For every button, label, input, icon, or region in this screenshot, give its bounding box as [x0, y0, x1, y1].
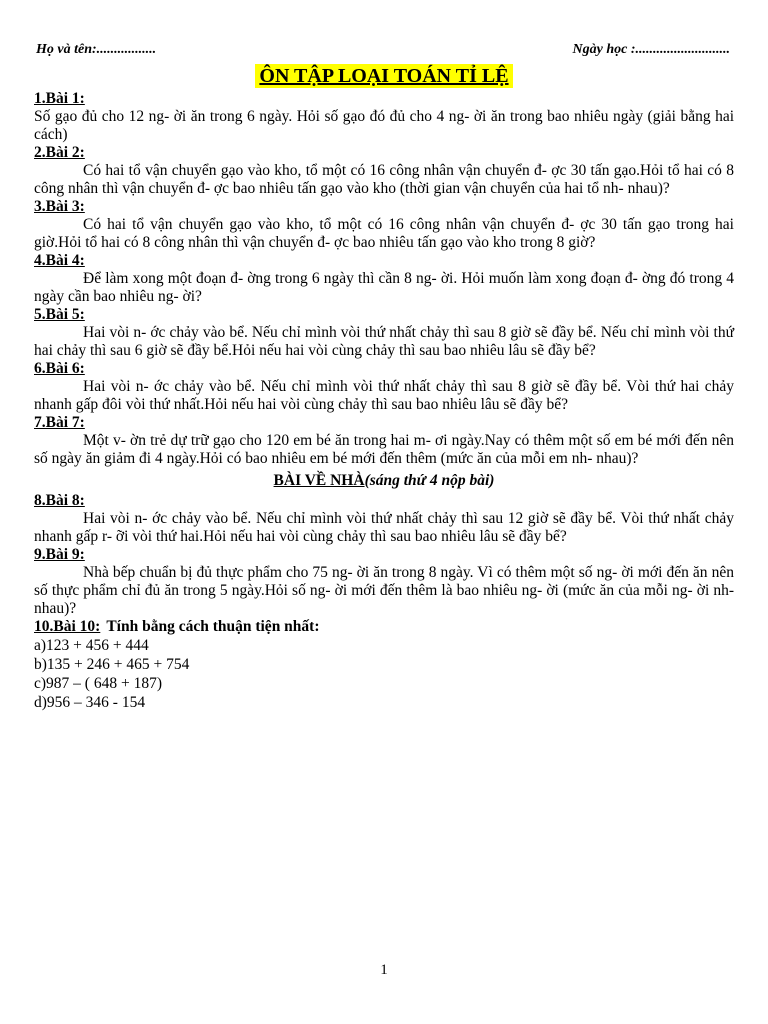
exercise-2	[34, 144, 734, 198]
exercise-10-heading	[34, 618, 734, 636]
exercise-label: 7.Bài 7:	[34, 414, 85, 431]
exercise-label: 8.Bài 8:	[34, 492, 85, 509]
exercise-1	[34, 90, 734, 144]
exercise-text: Để làm xong một đoạn đ- ờng trong 6 ngày thì cần 8 ng- ời. Hỏi muốn làm xong đoạn đ- ờng đó trong 4 ngày cần bao nhiêu ng- ời?	[34, 270, 734, 305]
homework-heading	[34, 472, 734, 490]
exercise-label: 6.Bài 6:	[34, 360, 85, 377]
exercise-label: 2.Bài 2:	[34, 144, 85, 161]
exercise-text: Hai vòi n- ớc chảy vào bể. Nếu chỉ mình vòi thứ nhất chảy thì sau 12 giờ sẽ đầy bể. Vòi thứ nhất chảy nhanh gấp r- ỡi vòi thứ hai.Hỏi nếu hai vòi cùng chảy thì sau bao nhiêu lâu sẽ đầy bể?	[34, 510, 734, 545]
exercise-7	[34, 414, 734, 468]
name-field-label: Họ và tên:.................	[36, 42, 157, 57]
exercise-text: Một v- ờn trẻ dự trữ gạo cho 120 em bé ăn trong hai m- ơi ngày.Nay có thêm một số em bé mới đến nên số ngày ăn giảm đi 4 ngày.Hỏi có bao nhiêu em bé mới đến thêm (mức ăn của mỗi em nh- nhau)?	[34, 432, 734, 467]
exercise-label: 1.Bài 1:	[34, 90, 85, 107]
exercise-5	[34, 306, 734, 360]
calc-item-c: c)987 – ( 648 + 187)	[34, 675, 162, 692]
calc-item-d: d)956 – 346 - 154	[34, 694, 146, 711]
exercise-10-title: Tính bằng cách thuận tiện nhất:	[106, 618, 320, 635]
exercise-9	[34, 546, 734, 618]
exercise-6	[34, 360, 734, 414]
exercise-text: Có hai tổ vận chuyển gạo vào kho, tổ một có 16 công nhân vận chuyển đ- ợc 30 tấn gạo trong hai giờ.Hỏi tổ hai có 8 công nhân thì vận chuyển đ- ợc bao nhiêu tấn gạo vào kho trong 8 giờ?	[34, 216, 734, 251]
exercise-text: Hai vòi n- ớc chảy vào bể. Nếu chỉ mình vòi thứ nhất chảy thì sau 8 giờ sẽ đầy bể. Vòi thứ hai chảy nhanh gấp đôi vòi thứ nhất.Hỏi nếu hai vòi cùng chảy thì sau bao nhiêu lâu sẽ đầy bể?	[34, 378, 734, 413]
exercise-label: 9.Bài 9:	[34, 546, 85, 563]
exercise-label: 4.Bài 4:	[34, 252, 85, 269]
title-container	[34, 64, 734, 90]
exercise-3	[34, 198, 734, 252]
page-title: ÔN TẬP LOẠI TOÁN TỈ LỆ	[255, 64, 512, 88]
exercise-text: Có hai tổ vận chuyển gạo vào kho, tổ một có 16 công nhân vận chuyển đ- ợc 30 tấn gạo.Hỏi tổ hai có 8 công nhân thì vận chuyển đ- ợc bao nhiêu tấn gạo vào kho (thời gian vận chuyển của hai tổ nh- nhau)?	[34, 162, 734, 197]
date-field-label: Ngày học :...........................	[572, 42, 730, 57]
worksheet-page	[34, 42, 734, 712]
homework-label: BÀI VỀ NHÀ	[273, 472, 365, 489]
exercise-4	[34, 252, 734, 306]
page-number: 1	[380, 962, 388, 978]
calc-item-b: b)135 + 246 + 465 + 754	[34, 656, 190, 673]
exercise-label: 10.Bài 10:	[34, 618, 101, 635]
exercise-label: 5.Bài 5:	[34, 306, 85, 323]
exercise-text: Hai vòi n- ớc chảy vào bể. Nếu chỉ mình vòi thứ nhất chảy thì sau 8 giờ sẽ đầy bể. Nếu chỉ mình vòi thứ hai chảy thì sau 6 giờ sẽ đầy bể.Hỏi nếu hai vòi cùng chảy thì sau bao nhiêu lâu sẽ đầy bể?	[34, 324, 734, 359]
homework-note: (sáng thứ 4 nộp bài)	[364, 472, 495, 489]
header	[34, 42, 734, 62]
exercise-label: 3.Bài 3:	[34, 198, 85, 215]
exercise-10	[34, 618, 734, 712]
exercise-8	[34, 492, 734, 546]
exercise-text: Nhà bếp chuẩn bị đủ thực phẩm cho 75 ng- ời ăn trong 8 ngày. Vì có thêm một số ng- ời mới đến ăn nên số thực phẩm chỉ đủ ăn trong 5 ngày.Hỏi số ng- ời mới đến thêm là bao nhiêu ng- ời (mức ăn của mỗi ng- ời nh- nhau)?	[34, 564, 734, 617]
exercise-text: Số gạo đủ cho 12 ng- ời ăn trong 6 ngày. Hỏi số gạo đó đủ cho 4 ng- ời ăn trong bao nhiêu ngày (giải bằng hai cách)	[34, 108, 734, 143]
calc-item-a: a)123 + 456 + 444	[34, 637, 149, 654]
